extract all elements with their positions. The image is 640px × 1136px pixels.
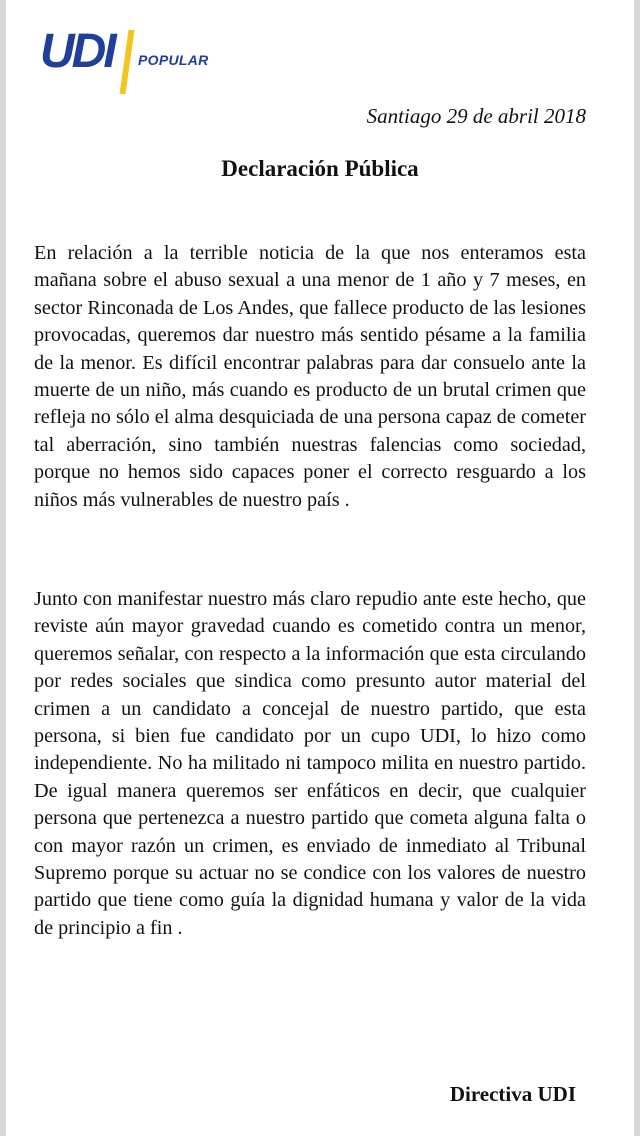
paragraph-1: En relación a la terrible noticia de la que nos enteramos esta mañana sobre el abuso sexual a una menor de 1 año y 7 meses, en sector Rinconada de Los Andes, que fallece producto de las lesiones provocadas, queremos dar nuestro más sentido pésame a la familia de la menor. Es difícil encontrar palabras para dar consuelo ante la muerte de un niño, más cuando es producto de un brutal crimen que refleja no sólo el alma desquiciada de una persona capaz de cometer tal aberración, sino también nuestras falencias como sociedad, porque no hemos sido capaces poner el correcto resguardo a los niños más vulnerables de nuestro país . <box>34 242 586 511</box>
document-title: Declaración Pública <box>221 156 419 181</box>
signature: Directiva UDI <box>449 1082 576 1106</box>
logo-subtitle: POPULAR <box>138 52 209 68</box>
logo-brand-text: UDI <box>40 25 114 78</box>
paragraph-2: Junto con manifestar nuestro más claro repudio ante este hecho, que reviste aún mayor gravedad cuando es cometido contra un menor, queremos señalar, con respecto a la información que esta circulando por redes sociales que sindica como presunto autor material del crimen a un candidato a concejal de nuestro partido, que esta persona, si bien fue candidato por un cupo UDI, lo hizo como independiente. No ha militado ni tampoco milita en nuestro partido. De igual manera queremos ser enfáticos en decir, que cualquier persona que pertenezca a nuestro partido que cometa alguna falta o con mayor razón un crimen, es enviado de inmediato al Tribunal Supremo porque su actuar no se condice con los valores de nuestro partido que tiene como guía la dignidad humana y valor de la vida de principio a fin . <box>34 588 586 939</box>
document-date: Santiago 29 de abril 2018 <box>366 104 586 128</box>
logo-yellow-stripe <box>120 30 135 94</box>
udi-popular-logo <box>40 20 240 95</box>
